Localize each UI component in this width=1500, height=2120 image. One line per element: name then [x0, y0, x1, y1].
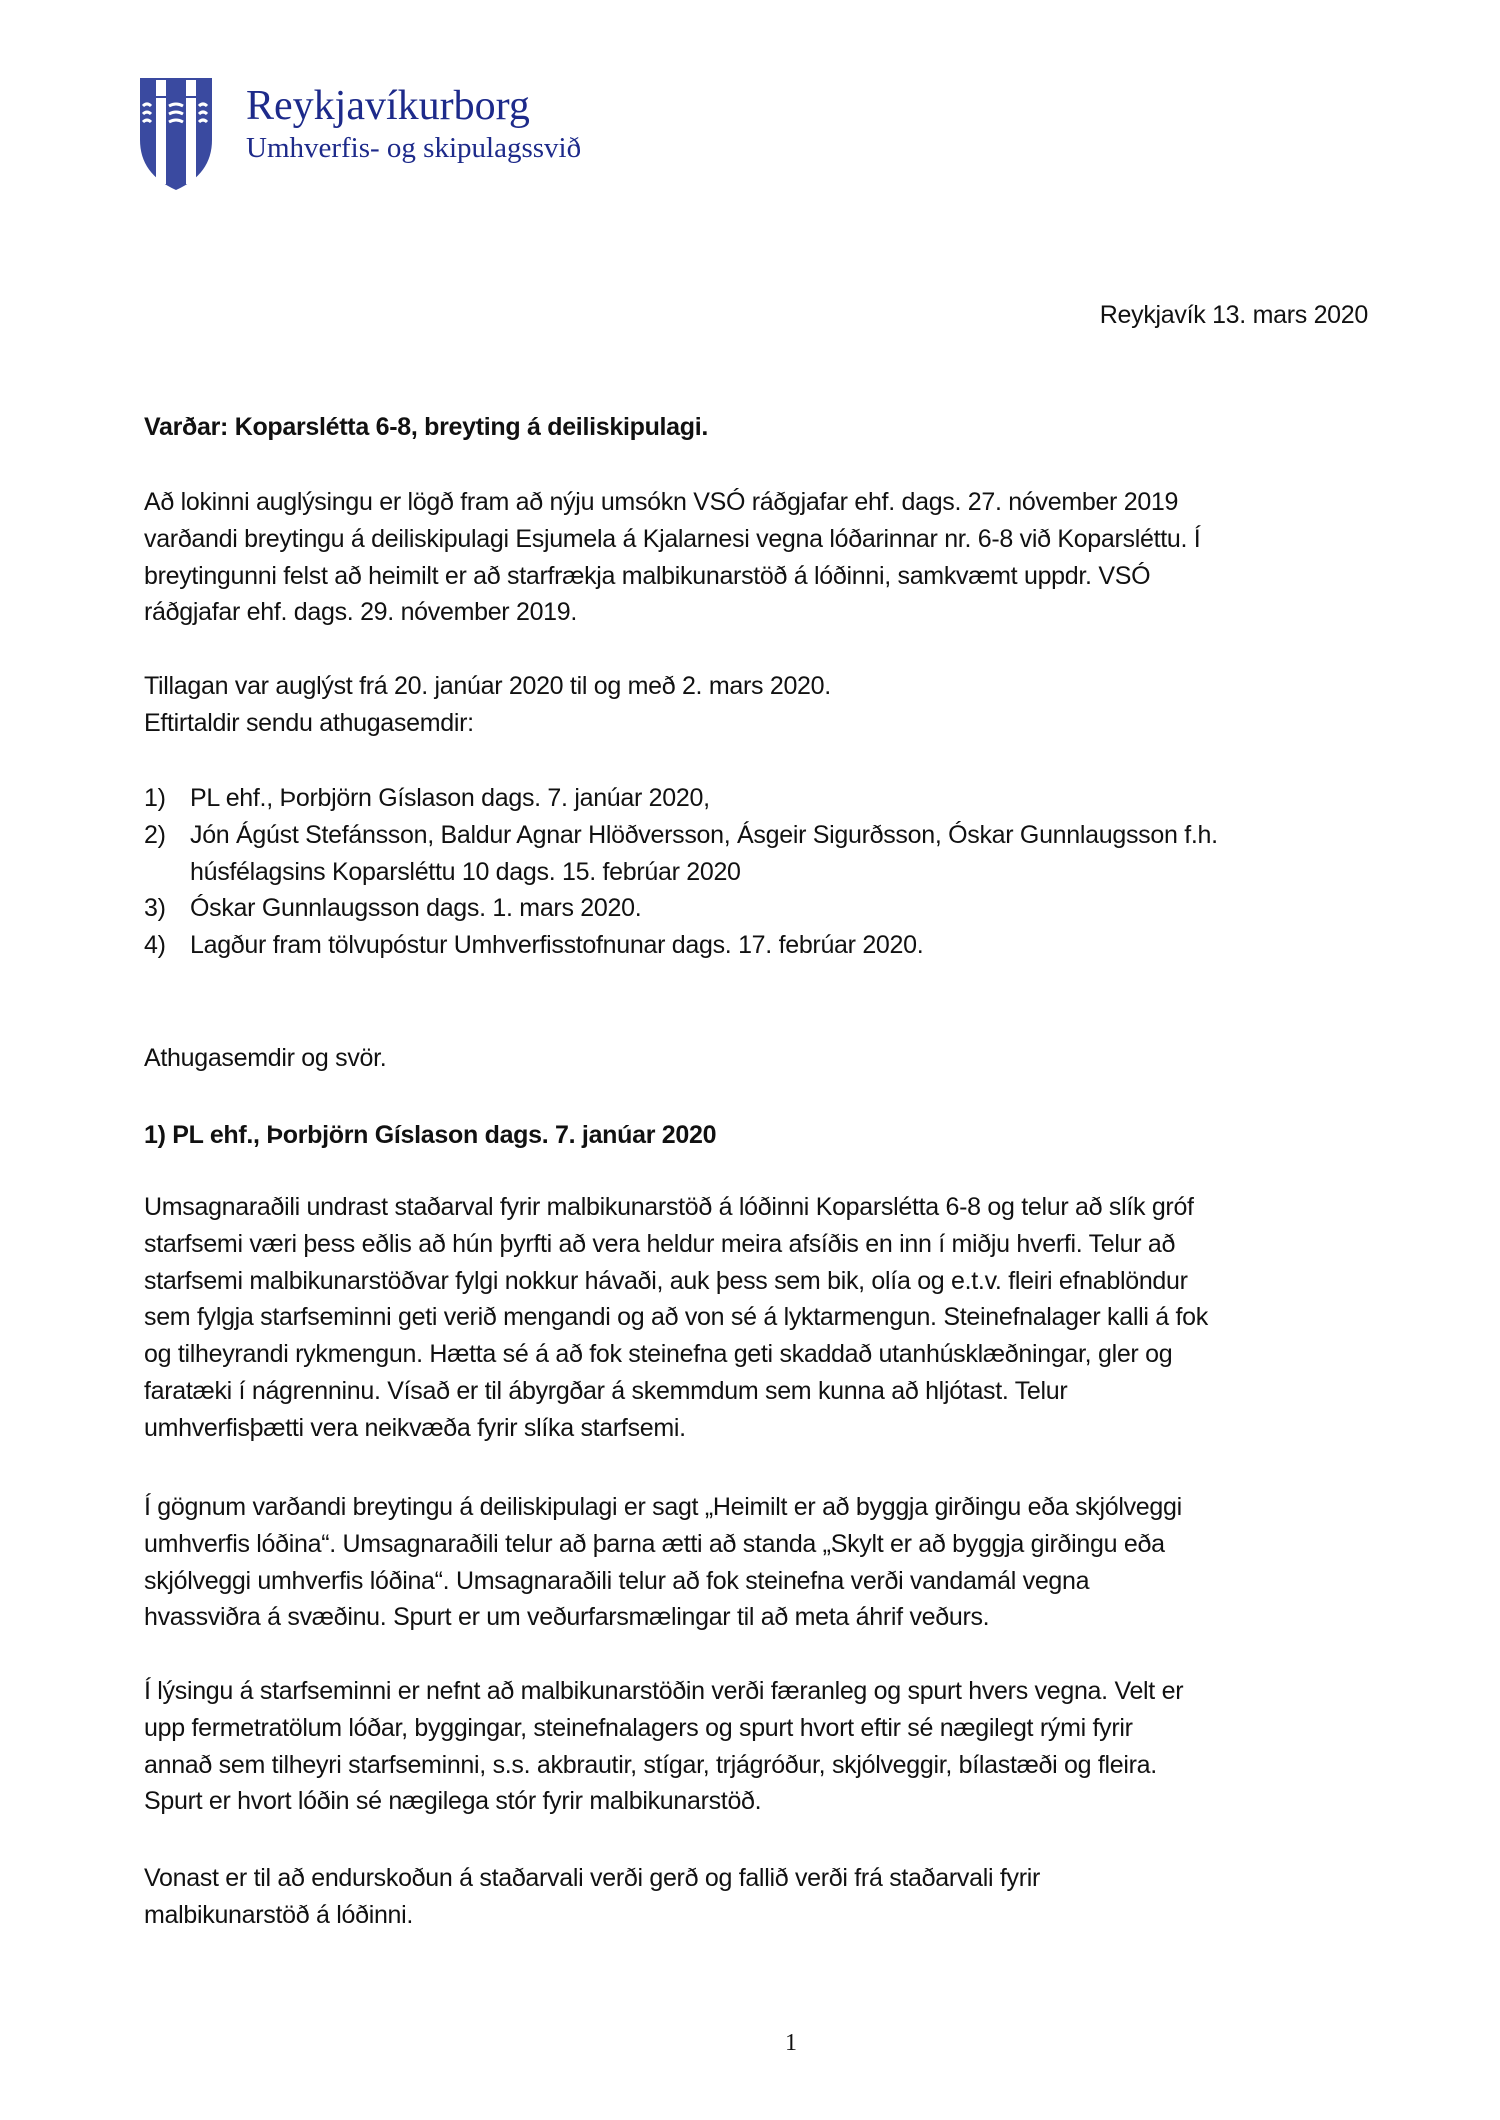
section-label: Athugasemdir og svör.	[144, 1044, 387, 1072]
list-number: 1)	[144, 784, 166, 812]
section-heading: 1) PL ehf., Þorbjörn Gíslason dags. 7. janúar 2020	[144, 1121, 717, 1149]
text-line: Lagður fram tölvupóstur Umhverfisstofnunar dags. 17. febrúar 2020.	[190, 931, 924, 960]
body-paragraph	[144, 1489, 1182, 1636]
text-line: Óskar Gunnlaugsson dags. 1. mars 2020.	[190, 894, 642, 923]
text-line: Í lýsingu á starfseminni er nefnt að malbikunarstöðin verði færanleg og spurt hvers vegna. Velt er	[144, 1677, 1184, 1705]
list-item	[144, 927, 1218, 964]
text-line: sem fylgja starfseminni geti verið mengandi og að von sé á lyktarmengun. Steinefnalager kalli á fok	[144, 1303, 1208, 1332]
text-line: umhverfis lóðina“. Umsagnaraðili telur að þarna ætti að standa „Skylt er að byggja girðingu eða	[144, 1529, 1165, 1558]
text-line: Umsagnaraðili undrast staðarval fyrir malbikunarstöð á lóðinni Koparslétta 6-8 og telur að slík gróf	[144, 1193, 1194, 1221]
advert-paragraph	[144, 668, 831, 742]
text-line: Spurt er hvort lóðin sé nægilega stór fyrir malbikunarstöð.	[144, 1787, 762, 1816]
org-name: Reykjavíkurborg	[246, 83, 530, 129]
page-number: 1	[785, 2030, 797, 2056]
list-item	[144, 780, 1218, 817]
coat-of-arms-logo	[140, 78, 212, 190]
text-line: og tilheyrandi rykmengun. Hætta sé á að fok steinefna geti skaddað utanhúsklæðningar, gler og	[144, 1340, 1173, 1369]
text-line: umhverfisþætti vera neikvæða fyrir slíka starfsemi.	[144, 1413, 686, 1442]
text-line: Tillagan var auglýst frá 20. janúar 2020 til og með 2. mars 2020.	[144, 672, 831, 700]
text-line: húsfélagsins Koparsléttu 10 dags. 15. febrúar 2020	[190, 857, 741, 886]
intro-paragraph	[144, 484, 1200, 631]
text-line: Að lokinni auglýsingu er lögð fram að nýju umsókn VSÓ ráðgjafar ehf. dags. 27. nóvember 2019	[144, 488, 1179, 516]
list-item	[144, 817, 1218, 891]
text-line: annað sem tilheyri starfseminni, s.s. akbrautir, stígar, trjágróður, skjólveggir, bílastæði og fleira.	[144, 1750, 1157, 1779]
department-name: Umhverfis- og skipulagssvið	[246, 132, 582, 164]
text-line: ráðgjafar ehf. dags. 29. nóvember 2019.	[144, 598, 578, 627]
text-line: malbikunarstöð á lóðinni.	[144, 1900, 414, 1929]
body-paragraph	[144, 1673, 1183, 1820]
subject-heading: Varðar: Koparslétta 6-8, breyting á deiliskipulagi.	[144, 413, 709, 441]
text-line: PL ehf., Þorbjörn Gíslason dags. 7. janúar 2020,	[190, 784, 710, 812]
list-number: 4)	[144, 931, 166, 960]
list-number: 2)	[144, 820, 166, 849]
list-number: 3)	[144, 894, 166, 923]
text-line: skjólveggi umhverfis lóðina“. Umsagnaraðili telur að fok steinefna verði vandamál vegna	[144, 1566, 1090, 1595]
list-item	[144, 890, 1218, 927]
body-paragraph	[144, 1860, 1040, 1934]
text-line: starfsemi væri þess eðlis að hún þyrfti að vera heldur meira afsíðis en inn í miðju hverfi. Telur að	[144, 1229, 1176, 1258]
text-line: upp fermetratölum lóðar, byggingar, steinefnalagers og spurt hvort eftir sé nægilegt rými fyrir	[144, 1713, 1133, 1742]
text-line: Í gögnum varðandi breytingu á deiliskipulagi er sagt „Heimilt er að byggja girðingu eða skjólveggi	[144, 1493, 1182, 1521]
text-line: Eftirtaldir sendu athugasemdir:	[144, 708, 474, 737]
text-line: Vonast er til að endurskoðun á staðarvali verði gerð og fallið verði frá staðarvali fyrir	[144, 1864, 1040, 1892]
shield-icon	[140, 78, 212, 190]
body-paragraph	[144, 1189, 1208, 1447]
text-line: varðandi breytingu á deiliskipulagi Esjumela á Kjalarnesi vegna lóðarinnar nr. 6-8 við Koparsléttu. Í	[144, 524, 1201, 553]
text-line: Jón Ágúst Stefánsson, Baldur Agnar Hlöðversson, Ásgeir Sigurðsson, Óskar Gunnlaugsson f.h.	[190, 820, 1218, 849]
commenter-list	[144, 780, 1218, 964]
date-line: Reykjavík 13. mars 2020	[1099, 301, 1368, 329]
text-line: faratæki í nágrenninu. Vísað er til ábyrgðar á skemmdum sem kunna að hljótast. Telur	[144, 1376, 1068, 1405]
text-line: hvassviðra á svæðinu. Spurt er um veðurfarsmælingar til að meta áhrif veðurs.	[144, 1603, 990, 1632]
text-line: starfsemi malbikunarstöðvar fylgi nokkur hávaði, auk þess sem bik, olía og e.t.v. fleiri efnablöndur	[144, 1266, 1188, 1295]
text-line: breytingunni felst að heimilt er að starfrækja malbikunarstöð á lóðinni, samkvæmt uppdr. VSÓ	[144, 561, 1151, 590]
